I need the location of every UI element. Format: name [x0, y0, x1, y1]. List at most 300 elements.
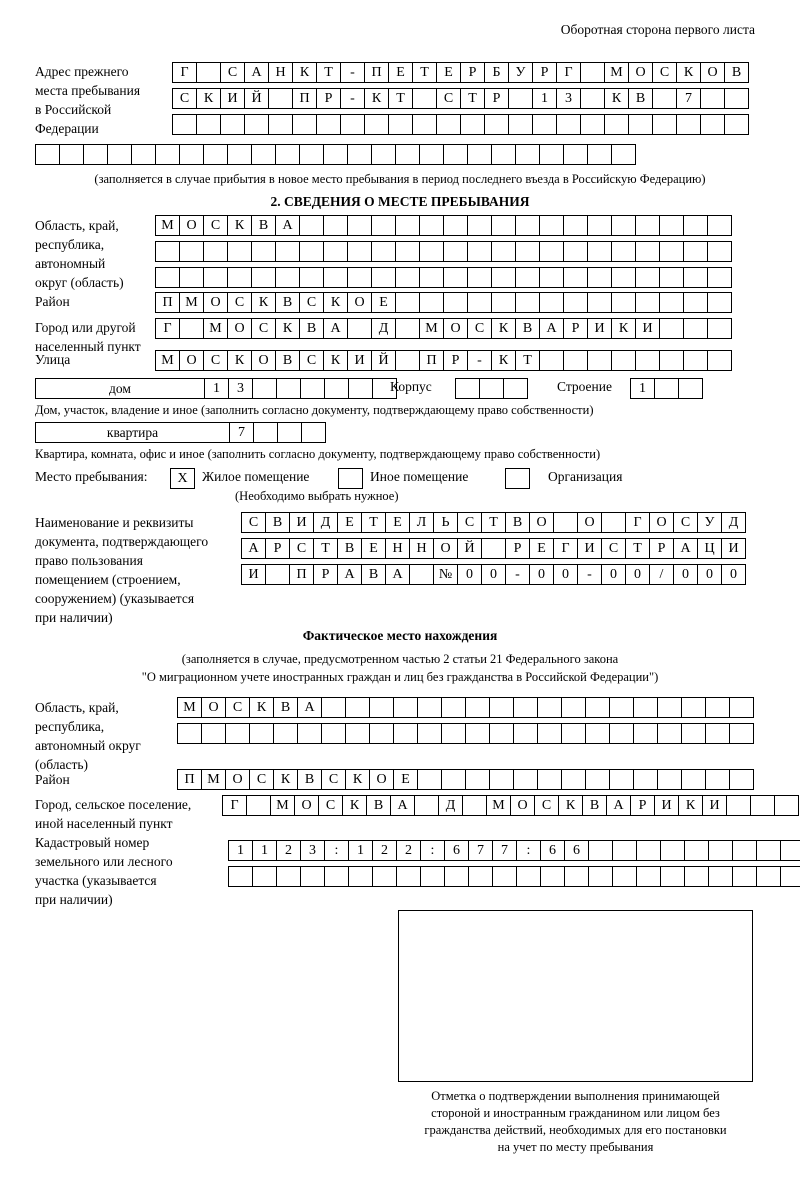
house-cell[interactable] [348, 378, 373, 399]
prev-address-cell[interactable] [491, 144, 516, 165]
street-cell[interactable]: С [203, 350, 228, 371]
actual-district-cell[interactable] [729, 769, 754, 790]
prev-address-cell[interactable] [251, 144, 276, 165]
flat-cells[interactable] [229, 422, 325, 443]
region-cell[interactable] [371, 215, 396, 236]
stay-place-option-3-checkbox[interactable] [505, 468, 530, 489]
region-cell[interactable] [563, 215, 588, 236]
prev-address-cell[interactable] [412, 88, 437, 109]
prev-address-cell[interactable] [395, 144, 420, 165]
actual-district-cell[interactable]: Е [393, 769, 418, 790]
actual-region-cell[interactable] [225, 723, 250, 744]
document-cell[interactable]: В [505, 512, 530, 533]
actual-city-cell[interactable] [246, 795, 271, 816]
actual-region-cell[interactable] [441, 697, 466, 718]
cadastral-cell[interactable] [492, 866, 517, 887]
document-row-2[interactable] [241, 538, 745, 559]
actual-city-cell[interactable]: И [702, 795, 727, 816]
prev-address-cell[interactable]: Т [460, 88, 485, 109]
prev-address-cell[interactable] [268, 88, 293, 109]
actual-region-cell[interactable] [369, 697, 394, 718]
document-cell[interactable] [553, 512, 578, 533]
actual-city-cell[interactable]: К [678, 795, 703, 816]
district-cell[interactable]: О [203, 292, 228, 313]
cadastral-cell[interactable]: : [420, 840, 445, 861]
cadastral-cell[interactable] [276, 866, 301, 887]
prev-address-row-2[interactable] [172, 88, 748, 109]
actual-region-cell[interactable] [729, 723, 754, 744]
cadastral-cell[interactable] [540, 866, 565, 887]
region-cell[interactable] [323, 215, 348, 236]
region-cell[interactable] [467, 267, 492, 288]
document-cell[interactable]: И [289, 512, 314, 533]
region-cell[interactable] [635, 267, 660, 288]
cadastral-cell[interactable] [684, 840, 709, 861]
actual-region-cell[interactable] [681, 697, 706, 718]
prev-address-cell[interactable] [220, 114, 245, 135]
district-cell[interactable] [419, 292, 444, 313]
prev-address-cell[interactable]: - [340, 88, 365, 109]
cadastral-cell[interactable] [324, 866, 349, 887]
prev-address-cell[interactable]: Е [388, 62, 413, 83]
flat-cell[interactable] [301, 422, 326, 443]
prev-address-cell[interactable]: Б [484, 62, 509, 83]
street-row[interactable] [155, 350, 731, 371]
actual-city-cell[interactable] [726, 795, 751, 816]
actual-region-cell[interactable] [609, 697, 634, 718]
cadastral-cell[interactable] [756, 866, 781, 887]
actual-city-row[interactable] [222, 795, 798, 816]
document-cell[interactable]: Т [313, 538, 338, 559]
district-cell[interactable]: С [299, 292, 324, 313]
actual-region-row-2[interactable] [177, 723, 753, 744]
actual-district-cell[interactable] [657, 769, 682, 790]
district-cell[interactable]: К [251, 292, 276, 313]
cadastral-cell[interactable] [756, 840, 781, 861]
city-row[interactable] [155, 318, 731, 339]
city-cell[interactable]: М [203, 318, 228, 339]
region-cell[interactable] [659, 215, 684, 236]
actual-region-cell[interactable] [417, 723, 442, 744]
city-cell[interactable]: Г [155, 318, 180, 339]
prev-address-cell[interactable]: О [700, 62, 725, 83]
region-cell[interactable] [635, 241, 660, 262]
cadastral-cell[interactable] [588, 840, 613, 861]
cadastral-cell[interactable]: 6 [444, 840, 469, 861]
district-cell[interactable] [683, 292, 708, 313]
cadastral-cell[interactable]: : [516, 840, 541, 861]
actual-region-cell[interactable]: К [249, 697, 274, 718]
cadastral-cell[interactable] [564, 866, 589, 887]
document-cell[interactable]: Т [481, 512, 506, 533]
actual-district-cell[interactable] [705, 769, 730, 790]
cadastral-cell[interactable] [468, 866, 493, 887]
document-cell[interactable]: / [649, 564, 674, 585]
actual-city-cell[interactable]: В [366, 795, 391, 816]
document-cell[interactable]: 0 [457, 564, 482, 585]
prev-address-cell[interactable] [364, 114, 389, 135]
region-cell[interactable]: О [179, 215, 204, 236]
document-row-1[interactable] [241, 512, 745, 533]
cadastral-cell[interactable] [420, 866, 445, 887]
city-cell[interactable]: И [635, 318, 660, 339]
actual-district-row[interactable] [177, 769, 753, 790]
city-cell[interactable]: М [419, 318, 444, 339]
cadastral-cell[interactable] [396, 866, 421, 887]
cadastral-cell[interactable] [252, 866, 277, 887]
flat-cell[interactable] [277, 422, 302, 443]
actual-district-cell[interactable]: В [297, 769, 322, 790]
document-cell[interactable]: № [433, 564, 458, 585]
document-cell[interactable]: А [673, 538, 698, 559]
region-cell[interactable] [707, 241, 732, 262]
region-cell[interactable] [443, 215, 468, 236]
prev-address-cell[interactable]: Р [532, 62, 557, 83]
document-cell[interactable]: Н [409, 538, 434, 559]
prev-address-cell[interactable]: К [676, 62, 701, 83]
region-cell[interactable] [587, 215, 612, 236]
cadastral-cell[interactable] [660, 840, 685, 861]
district-cell[interactable] [515, 292, 540, 313]
stroenie-cells[interactable] [630, 378, 702, 399]
street-cell[interactable] [395, 350, 420, 371]
district-cell[interactable] [443, 292, 468, 313]
actual-region-cell[interactable] [489, 723, 514, 744]
document-cell[interactable]: Р [649, 538, 674, 559]
region-cell[interactable] [227, 267, 252, 288]
region-cell[interactable] [275, 267, 300, 288]
actual-region-cell[interactable] [681, 723, 706, 744]
actual-region-cell[interactable] [585, 697, 610, 718]
city-cell[interactable]: С [467, 318, 492, 339]
document-cell[interactable]: 0 [601, 564, 626, 585]
prev-address-cell[interactable] [371, 144, 396, 165]
prev-address-cell[interactable] [676, 114, 701, 135]
prev-address-cell[interactable] [611, 144, 636, 165]
document-cell[interactable] [409, 564, 434, 585]
city-cell[interactable] [179, 318, 204, 339]
region-cell[interactable] [491, 215, 516, 236]
region-cell[interactable] [707, 267, 732, 288]
actual-district-cell[interactable] [561, 769, 586, 790]
stay-place-option-1-checkbox[interactable]: X [170, 468, 195, 489]
actual-region-cell[interactable] [537, 697, 562, 718]
house-cell[interactable] [300, 378, 325, 399]
actual-region-cell[interactable] [201, 723, 226, 744]
document-cell[interactable]: 0 [625, 564, 650, 585]
actual-district-cell[interactable]: С [321, 769, 346, 790]
actual-city-cell[interactable]: О [294, 795, 319, 816]
region-cell[interactable] [707, 215, 732, 236]
street-cell[interactable]: Й [371, 350, 396, 371]
city-cell[interactable] [395, 318, 420, 339]
cadastral-cell[interactable] [372, 866, 397, 887]
actual-city-cell[interactable]: А [606, 795, 631, 816]
document-cell[interactable]: И [241, 564, 266, 585]
prev-address-cell[interactable]: С [652, 62, 677, 83]
prev-address-cell[interactable] [155, 144, 180, 165]
cadastral-cell[interactable] [516, 866, 541, 887]
document-cell[interactable]: А [337, 564, 362, 585]
document-cell[interactable]: Е [337, 512, 362, 533]
region-row-1[interactable] [155, 215, 731, 236]
region-cell[interactable] [419, 215, 444, 236]
prev-address-cell[interactable] [196, 114, 221, 135]
actual-region-cell[interactable] [537, 723, 562, 744]
stay-place-option-2-checkbox[interactable] [338, 468, 363, 489]
city-cell[interactable]: К [275, 318, 300, 339]
prev-address-cell[interactable] [604, 114, 629, 135]
prev-address-cell[interactable]: К [364, 88, 389, 109]
region-cell[interactable] [515, 241, 540, 262]
prev-address-cell[interactable] [292, 114, 317, 135]
street-cell[interactable] [659, 350, 684, 371]
prev-address-row-3[interactable] [172, 114, 748, 135]
region-cell[interactable] [419, 267, 444, 288]
region-cell[interactable] [347, 241, 372, 262]
prev-address-cell[interactable] [724, 114, 749, 135]
prev-address-cell[interactable] [275, 144, 300, 165]
district-cell[interactable]: О [347, 292, 372, 313]
prev-address-row-1[interactable] [172, 62, 748, 83]
region-cell[interactable]: В [251, 215, 276, 236]
house-cell[interactable] [252, 378, 277, 399]
region-cell[interactable] [635, 215, 660, 236]
actual-region-cell[interactable] [321, 723, 346, 744]
city-cell[interactable]: О [227, 318, 252, 339]
document-cell[interactable]: С [601, 538, 626, 559]
prev-address-cell[interactable] [539, 144, 564, 165]
district-cell[interactable]: В [275, 292, 300, 313]
document-cell[interactable]: Н [385, 538, 410, 559]
region-row-2[interactable] [155, 241, 731, 262]
prev-address-cell[interactable] [580, 88, 605, 109]
cadastral-cell[interactable] [684, 866, 709, 887]
actual-region-cell[interactable] [561, 723, 586, 744]
region-cell[interactable] [299, 267, 324, 288]
region-cell[interactable] [179, 241, 204, 262]
cadastral-cell[interactable]: 2 [276, 840, 301, 861]
prev-address-cell[interactable] [652, 114, 677, 135]
street-cell[interactable]: К [227, 350, 252, 371]
prev-address-cell[interactable]: С [436, 88, 461, 109]
cadastral-cell[interactable] [612, 840, 637, 861]
actual-region-cell[interactable] [441, 723, 466, 744]
house-cell[interactable]: 3 [228, 378, 253, 399]
district-cell[interactable] [539, 292, 564, 313]
street-cell[interactable]: П [419, 350, 444, 371]
actual-region-cell[interactable] [489, 697, 514, 718]
actual-region-cell[interactable] [585, 723, 610, 744]
prev-address-cell[interactable] [652, 88, 677, 109]
actual-district-cell[interactable] [537, 769, 562, 790]
actual-region-cell[interactable] [513, 697, 538, 718]
document-cell[interactable]: 0 [553, 564, 578, 585]
street-cell[interactable]: И [347, 350, 372, 371]
actual-region-cell[interactable] [273, 723, 298, 744]
region-cell[interactable] [491, 267, 516, 288]
document-cell[interactable]: Р [265, 538, 290, 559]
document-cell[interactable] [481, 538, 506, 559]
document-cell[interactable]: С [673, 512, 698, 533]
district-cell[interactable] [467, 292, 492, 313]
actual-city-cell[interactable] [414, 795, 439, 816]
prev-address-cell[interactable]: 1 [532, 88, 557, 109]
cadastral-cell[interactable] [636, 840, 661, 861]
actual-city-cell[interactable]: Д [438, 795, 463, 816]
region-cell[interactable]: С [203, 215, 228, 236]
street-cell[interactable]: Т [515, 350, 540, 371]
actual-district-cell[interactable]: О [369, 769, 394, 790]
prev-address-cell[interactable] [412, 114, 437, 135]
region-cell[interactable]: А [275, 215, 300, 236]
street-cell[interactable]: О [179, 350, 204, 371]
cadastral-cell[interactable] [660, 866, 685, 887]
prev-address-cell[interactable] [316, 114, 341, 135]
prev-address-cell[interactable]: 3 [556, 88, 581, 109]
document-cell[interactable]: А [241, 538, 266, 559]
actual-region-cell[interactable] [561, 697, 586, 718]
actual-region-cell[interactable] [393, 723, 418, 744]
actual-region-cell[interactable] [465, 723, 490, 744]
prev-address-row-4[interactable] [35, 144, 635, 165]
document-cell[interactable]: 0 [673, 564, 698, 585]
cadastral-cell[interactable] [228, 866, 253, 887]
district-cell[interactable] [635, 292, 660, 313]
cadastral-row-1[interactable] [228, 840, 800, 861]
actual-district-cell[interactable]: С [249, 769, 274, 790]
city-cell[interactable] [707, 318, 732, 339]
prev-address-cell[interactable] [508, 88, 533, 109]
prev-address-cell[interactable]: У [508, 62, 533, 83]
document-cell[interactable]: О [649, 512, 674, 533]
actual-region-cell[interactable] [657, 697, 682, 718]
actual-district-cell[interactable]: М [201, 769, 226, 790]
prev-address-cell[interactable]: Р [484, 88, 509, 109]
city-cell[interactable]: В [515, 318, 540, 339]
actual-city-cell[interactable]: Г [222, 795, 247, 816]
prev-address-cell[interactable] [340, 114, 365, 135]
cadastral-cell[interactable] [732, 866, 757, 887]
region-cell[interactable] [203, 241, 228, 262]
actual-region-cell[interactable]: А [297, 697, 322, 718]
region-cell[interactable] [251, 267, 276, 288]
actual-region-cell[interactable] [345, 723, 370, 744]
actual-region-cell[interactable] [609, 723, 634, 744]
document-cell[interactable]: Л [409, 512, 434, 533]
street-cell[interactable]: Р [443, 350, 468, 371]
prev-address-cell[interactable]: Г [172, 62, 197, 83]
prev-address-cell[interactable] [244, 114, 269, 135]
stamp-area[interactable] [398, 910, 753, 1082]
region-cell[interactable] [347, 215, 372, 236]
region-cell[interactable] [587, 241, 612, 262]
document-cell[interactable]: О [577, 512, 602, 533]
actual-region-cell[interactable] [249, 723, 274, 744]
region-cell[interactable] [491, 241, 516, 262]
region-cell[interactable] [539, 241, 564, 262]
actual-district-cell[interactable] [417, 769, 442, 790]
actual-city-cell[interactable]: О [510, 795, 535, 816]
district-cell[interactable] [611, 292, 636, 313]
cadastral-cell[interactable] [300, 866, 325, 887]
district-cell[interactable] [659, 292, 684, 313]
prev-address-cell[interactable]: Т [316, 62, 341, 83]
city-cell[interactable]: О [443, 318, 468, 339]
region-cell[interactable] [515, 215, 540, 236]
actual-city-cell[interactable]: М [270, 795, 295, 816]
prev-address-cell[interactable]: И [220, 88, 245, 109]
prev-address-cell[interactable] [419, 144, 444, 165]
region-cell[interactable] [419, 241, 444, 262]
prev-address-cell[interactable] [628, 114, 653, 135]
city-cell[interactable] [683, 318, 708, 339]
document-cell[interactable]: С [289, 538, 314, 559]
document-cell[interactable]: Т [625, 538, 650, 559]
region-cell[interactable]: К [227, 215, 252, 236]
actual-district-cell[interactable] [513, 769, 538, 790]
prev-address-cell[interactable]: О [628, 62, 653, 83]
document-cell[interactable]: Д [721, 512, 746, 533]
cadastral-cell[interactable]: 6 [540, 840, 565, 861]
prev-address-cell[interactable]: П [364, 62, 389, 83]
document-cell[interactable]: Т [361, 512, 386, 533]
prev-address-cell[interactable]: К [196, 88, 221, 109]
district-cell[interactable]: М [179, 292, 204, 313]
prev-address-cell[interactable] [467, 144, 492, 165]
cadastral-cell[interactable] [732, 840, 757, 861]
region-cell[interactable] [155, 267, 180, 288]
flat-cell[interactable] [253, 422, 278, 443]
actual-region-cell[interactable] [417, 697, 442, 718]
street-cell[interactable]: М [155, 350, 180, 371]
korpus-cell[interactable] [503, 378, 528, 399]
prev-address-cell[interactable]: Р [460, 62, 485, 83]
prev-address-cell[interactable] [388, 114, 413, 135]
document-cell[interactable]: А [385, 564, 410, 585]
document-cell[interactable]: Г [553, 538, 578, 559]
prev-address-cell[interactable] [587, 144, 612, 165]
document-cell[interactable]: 0 [721, 564, 746, 585]
city-cell[interactable]: К [491, 318, 516, 339]
document-cell[interactable]: И [721, 538, 746, 559]
stroenie-cell[interactable] [654, 378, 679, 399]
actual-district-cell[interactable]: О [225, 769, 250, 790]
prev-address-cell[interactable] [436, 114, 461, 135]
district-cell[interactable] [491, 292, 516, 313]
document-cell[interactable]: 0 [481, 564, 506, 585]
cadastral-cell[interactable] [780, 866, 800, 887]
actual-region-cell[interactable] [369, 723, 394, 744]
region-cell[interactable] [395, 215, 420, 236]
actual-district-cell[interactable] [681, 769, 706, 790]
flat-cell[interactable]: 7 [229, 422, 254, 443]
actual-city-cell[interactable]: И [654, 795, 679, 816]
region-cell[interactable] [299, 215, 324, 236]
actual-district-cell[interactable] [489, 769, 514, 790]
stroenie-cell[interactable] [678, 378, 703, 399]
actual-region-cell[interactable] [297, 723, 322, 744]
region-cell[interactable] [683, 267, 708, 288]
prev-address-cell[interactable] [196, 62, 221, 83]
actual-district-cell[interactable]: К [273, 769, 298, 790]
region-cell[interactable] [539, 267, 564, 288]
cadastral-cell[interactable]: 7 [492, 840, 517, 861]
prev-address-cell[interactable] [484, 114, 509, 135]
district-cell[interactable] [563, 292, 588, 313]
region-cell[interactable] [683, 215, 708, 236]
actual-region-cell[interactable] [321, 697, 346, 718]
